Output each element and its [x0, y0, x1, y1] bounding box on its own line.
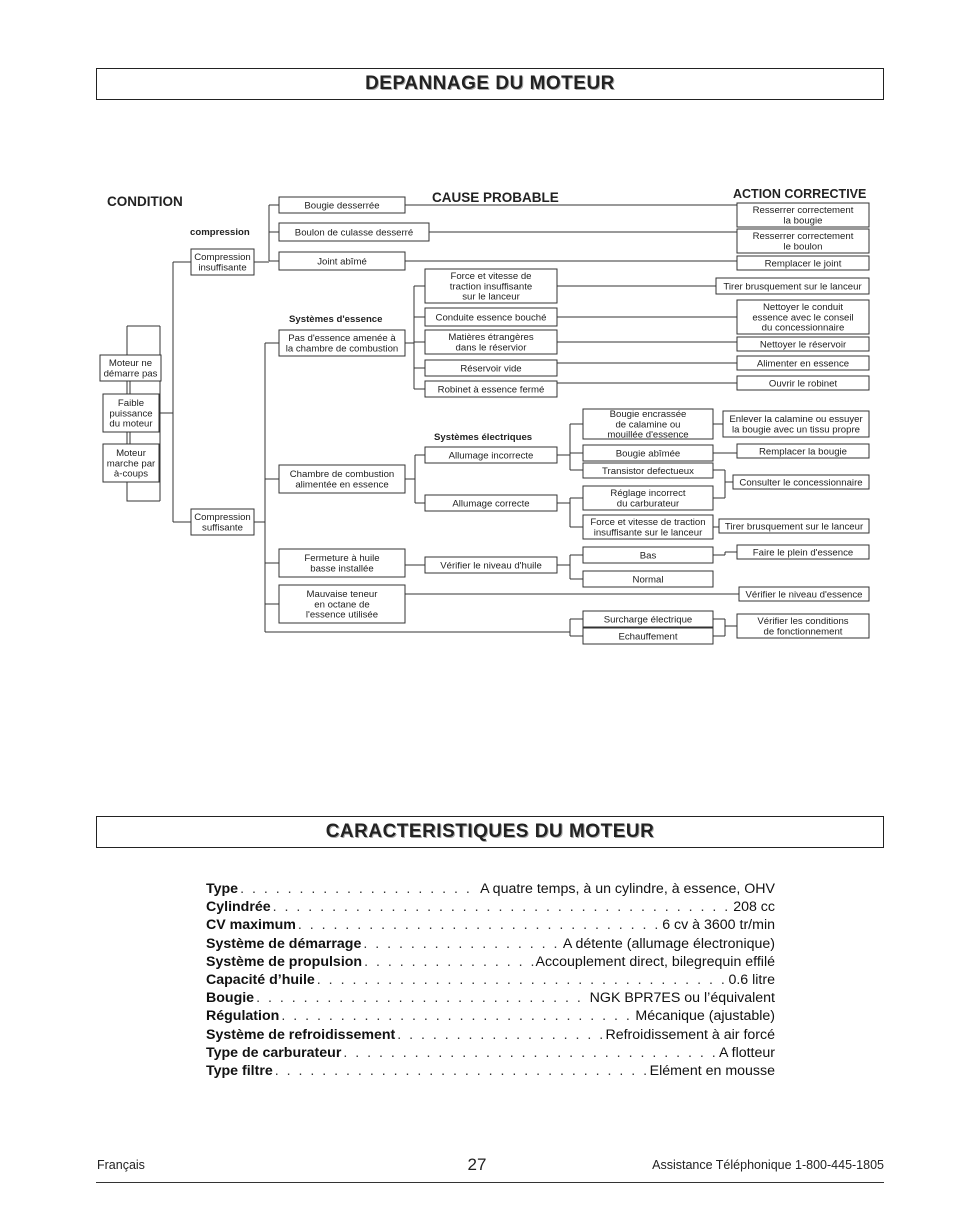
label-compression: compression [190, 227, 250, 238]
action-clean-line [737, 300, 869, 334]
spec-leader-dots [240, 880, 478, 898]
spec-row [206, 1044, 775, 1062]
action-clean-line-text: du concessionnaire [761, 322, 845, 334]
condition-low-power-text: du moteur [109, 418, 153, 430]
cause-overheat-text: Echauffement [618, 631, 678, 643]
cause-no-fuel [279, 330, 405, 356]
action-fill-up-text: Faire le plein d'essence [752, 547, 854, 559]
footer-divider [96, 1182, 884, 1183]
spec-value: Elément en mousse [649, 1063, 775, 1080]
cause-spark-plug-loose [279, 197, 405, 213]
spec-row [206, 898, 775, 916]
cause-foreign-matter-text: dans le réservior [455, 342, 527, 354]
action-remove-carbon-text: la bougie avec un tissu propre [732, 424, 860, 436]
action-clean-line-text: Nettoyer le conduit [763, 301, 843, 313]
spec-value: A quatre temps, à un cylindre, à essence, OHV [480, 881, 775, 897]
spec-row [206, 1026, 775, 1044]
condition-no-start [100, 355, 161, 381]
spec-row [206, 989, 775, 1007]
condition-low-power-text: puissance [109, 408, 153, 420]
condition-rough [103, 444, 159, 482]
spec-value: A détente (allumage électronique) [562, 935, 775, 952]
compression-sufficient-text: Compression [194, 512, 251, 524]
cause-oil-shutoff-text: Fermeture à huile [304, 553, 380, 565]
spec-leader-dots [256, 989, 588, 1007]
compression-insufficient-text: insuffisante [198, 262, 247, 274]
spec-row [206, 953, 775, 971]
action-replace-plug-text: Remplacer la bougie [759, 446, 847, 458]
cause-ignition-incorrect-text: Allumage incorrecte [448, 450, 534, 462]
cause-carb-adjust [583, 486, 713, 510]
cause-foreign-matter-text: Matières étrangères [448, 332, 534, 344]
action-remove-carbon-text: Enlever la calamine ou essuyer [729, 414, 863, 426]
action-open-valve-text: Ouvrir le robinet [768, 378, 838, 390]
cause-bad-octane [279, 585, 405, 623]
action-check-conditions [737, 614, 869, 638]
action-pull-sharply-2 [719, 519, 869, 533]
cause-plug-fouled-text: Bougie encrassée [609, 408, 687, 420]
action-check-fuel-level-text: Vérifier le niveau d'essence [745, 589, 863, 601]
cause-pull-force-2-text: insuffisante sur le lanceur [593, 527, 703, 539]
action-tighten-plug [737, 203, 869, 227]
specs-title: CARACTERISTIQUES DU MOTEUR [96, 816, 884, 848]
cause-chamber-fueled-text: Chambre de combustion [289, 469, 395, 481]
cause-overload [583, 611, 713, 627]
action-tighten-plug-text: la bougie [783, 215, 823, 227]
action-check-conditions-text: de fonctionnement [763, 626, 843, 638]
cause-plug-fouled [583, 409, 713, 441]
cause-oil-low-text: Bas [639, 550, 657, 562]
condition-rough-text: à-coups [113, 468, 149, 480]
footer-helpline: Assistance Téléphonique 1-800-445-1805 [652, 1158, 884, 1172]
cause-tank-empty [425, 360, 557, 376]
action-consult-dealer-text: Consulter le concessionnaire [739, 477, 863, 489]
cause-valve-closed [425, 381, 557, 397]
cause-plug-damaged-text: Bougie abîmée [615, 448, 681, 460]
condition-rough-text: marche par [106, 458, 156, 470]
compression-insufficient-text: Compression [194, 252, 251, 264]
cause-oil-shutoff [279, 549, 405, 577]
compression-sufficient-text: suffisante [202, 522, 243, 534]
cause-ignition-correct [425, 495, 557, 511]
action-replace-plug [737, 444, 869, 458]
spec-row [206, 880, 775, 898]
action-check-conditions-text: Vérifier les conditions [757, 616, 849, 628]
spec-row [206, 971, 775, 989]
cause-overload-text: Surcharge électrique [603, 614, 693, 626]
spec-value: A flotteur [719, 1044, 775, 1061]
spec-label: Type de carburateur [206, 1044, 342, 1061]
spec-label: Système de propulsion [206, 953, 363, 970]
condition-low-power [103, 394, 159, 432]
cause-pull-force-text: Force et vitesse de [450, 270, 532, 282]
action-fill-up [737, 545, 869, 559]
cause-head-bolt-loose [279, 223, 429, 241]
page-number: 27 [467, 1155, 487, 1174]
spec-row [206, 1062, 775, 1080]
cause-overheat [583, 628, 713, 644]
cause-plug-damaged [583, 445, 713, 461]
spec-value: NGK BPR7ES ou l’équivalent [589, 990, 775, 1007]
cause-tank-empty-text: Réservoir vide [460, 363, 522, 375]
spec-label: Régulation [206, 1008, 280, 1025]
engine-specs-list [206, 880, 775, 1080]
cause-oil-low [583, 547, 713, 563]
action-open-valve [737, 376, 869, 390]
spec-label: Cylindrée [206, 899, 271, 916]
cause-pull-force [425, 269, 557, 303]
action-consult-dealer [733, 475, 869, 489]
cause-gasket-damaged [279, 252, 405, 270]
label-fuel-systems: Systèmes d'essence [289, 314, 383, 325]
spec-leader-dots [343, 1044, 717, 1062]
diagram-boxes [100, 197, 869, 644]
cause-chamber-fueled-text: alimentée en essence [295, 479, 389, 491]
cause-oil-normal [583, 571, 713, 587]
spec-value: Accouplement direct, bilegrequin effilé [535, 953, 775, 970]
spec-leader-dots [298, 916, 660, 934]
cause-chamber-fueled [279, 465, 405, 493]
cause-bad-octane-text: l'essence utilisée [305, 609, 379, 621]
action-check-fuel-level [739, 587, 869, 601]
spec-value: 0.6 litre [728, 972, 775, 989]
cause-carb-adjust-text: Réglage incorrect [610, 488, 686, 500]
action-fill-fuel-text: Alimenter en essence [756, 358, 850, 370]
cause-check-oil [425, 557, 557, 573]
action-fill-fuel [737, 356, 869, 370]
spec-leader-dots [281, 1007, 633, 1025]
spec-leader-dots [273, 898, 732, 916]
cause-transistor-text: Transistor defectueux [602, 465, 694, 477]
spec-label: Bougie [206, 990, 255, 1007]
header-cause: CAUSE PROBABLE [432, 190, 559, 205]
compression-sufficient [191, 509, 254, 535]
action-tighten-bolt-text: le boulon [783, 241, 823, 253]
condition-rough-text: Moteur [116, 447, 146, 459]
action-remove-carbon [723, 411, 869, 437]
condition-no-start-text: démarre pas [103, 368, 158, 380]
action-pull-sharply-text: Tirer brusquement sur le lanceur [723, 281, 862, 293]
spec-row [206, 935, 775, 953]
cause-oil-normal-text: Normal [632, 574, 664, 586]
spec-leader-dots [275, 1062, 648, 1080]
cause-transistor [583, 463, 713, 478]
cause-no-fuel-text: la chambre de combustion [285, 343, 399, 355]
cause-bad-octane-text: Mauvaise teneur [306, 588, 378, 600]
cause-pull-force-text: sur le lanceur [462, 291, 520, 303]
cause-gasket-damaged-text: Joint abîmé [317, 256, 367, 268]
action-replace-gasket-text: Remplacer le joint [764, 258, 842, 270]
action-pull-sharply [716, 278, 869, 294]
cause-ignition-incorrect [425, 447, 557, 463]
action-clean-tank-text: Nettoyer le réservoir [759, 339, 847, 351]
label-electrical-systems: Systèmes électriques [434, 432, 533, 443]
action-tighten-plug-text: Resserrer correctement [752, 205, 854, 217]
spec-label: Système de refroidissement [206, 1026, 396, 1043]
cause-fuel-line-clogged [425, 308, 557, 326]
spec-value: 208 cc [733, 899, 775, 916]
compression-insufficient [191, 249, 254, 275]
spec-leader-dots [364, 953, 533, 971]
spec-value: Refroidissement à air forcé [605, 1026, 775, 1043]
cause-plug-fouled-text: de calamine ou [615, 419, 681, 431]
cause-bad-octane-text: en octane de [314, 599, 370, 611]
action-replace-gasket [737, 256, 869, 270]
cause-pull-force-2-text: Force et vitesse de traction [590, 517, 706, 529]
action-clean-tank [737, 337, 869, 351]
cause-carb-adjust-text: du carburateur [616, 498, 680, 510]
cause-plug-fouled-text: mouillée d'essence [607, 429, 689, 441]
cause-spark-plug-loose-text: Bougie desserrée [304, 200, 380, 212]
spec-leader-dots [397, 1026, 603, 1044]
spec-value: 6 cv à 3600 tr/min [662, 917, 775, 934]
troubleshooting-title: DEPANNAGE DU MOTEUR [96, 68, 884, 100]
spec-row [206, 1007, 775, 1025]
spec-label: Capacité d’huile [206, 972, 315, 989]
action-clean-line-text: essence avec le conseil [752, 312, 854, 324]
spec-leader-dots [363, 935, 560, 953]
cause-no-fuel-text: Pas d'essence amenée à [288, 333, 396, 345]
spec-label: Système de démarrage [206, 935, 362, 952]
spec-value: Mécanique (ajustable) [635, 1008, 775, 1025]
cause-pull-force-2 [583, 515, 713, 539]
condition-low-power-text: Faible [117, 397, 145, 409]
footer-language: Français [97, 1158, 145, 1172]
cause-fuel-line-clogged-text: Conduite essence bouché [435, 312, 547, 324]
cause-head-bolt-loose-text: Boulon de culasse desserré [294, 227, 414, 239]
spec-row [206, 916, 775, 934]
cause-oil-shutoff-text: basse installée [310, 563, 374, 575]
cause-pull-force-text: traction insuffisante [449, 281, 533, 293]
cause-valve-closed-text: Robinet à essence fermé [437, 384, 545, 396]
spec-label: Type [206, 881, 239, 897]
cause-foreign-matter [425, 330, 557, 354]
action-tighten-bolt [737, 229, 869, 253]
action-tighten-bolt-text: Resserrer correctement [752, 231, 854, 243]
condition-no-start-text: Moteur ne [108, 358, 153, 370]
header-action: ACTION CORRECTIVE [733, 187, 867, 201]
spec-label: CV maximum [206, 917, 296, 934]
header-condition: CONDITION [107, 194, 183, 209]
spec-label: Type filtre [206, 1063, 273, 1080]
cause-ignition-correct-text: Allumage correcte [452, 498, 530, 510]
cause-check-oil-text: Vérifier le niveau d'huile [440, 560, 542, 572]
spec-leader-dots [317, 971, 727, 989]
action-pull-sharply-2-text: Tirer brusquement sur le lanceur [724, 521, 864, 533]
